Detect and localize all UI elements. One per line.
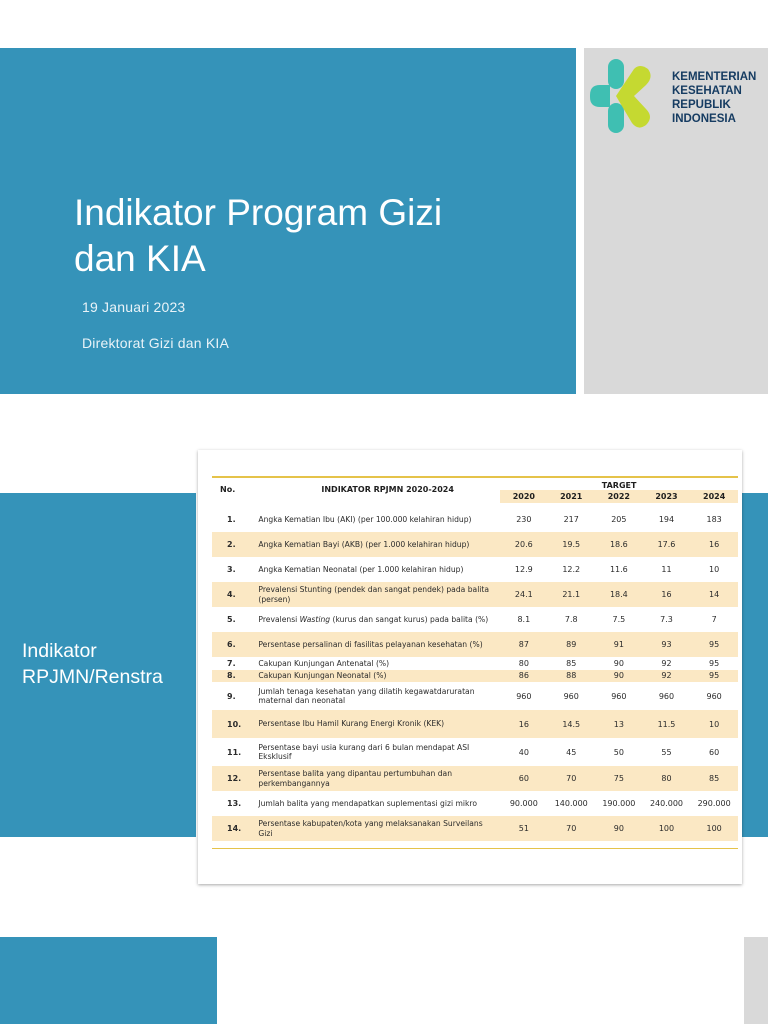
row-indicator: Persentase balita yang dipantau pertumbuhan dan perkembangannya [258, 766, 500, 791]
row-value: 194 [658, 515, 675, 524]
row-value: 960 [563, 691, 579, 701]
row-value: 190.000 [602, 799, 636, 808]
table-row [212, 582, 738, 607]
row-value: 80 [643, 766, 691, 791]
row-number: 2. [212, 532, 258, 557]
row-value: 90 [613, 658, 624, 668]
row-indicator [258, 607, 500, 632]
row-indicator: Angka Kematian Neonatal (per 1.000 kelahiran hidup) [258, 564, 464, 574]
ministry-name [672, 70, 768, 126]
row-value: 11 [661, 565, 672, 574]
row-value: 11.5 [643, 710, 691, 738]
row-value: 92 [661, 658, 672, 668]
row-indicator: Persentase bayi usia kurang dari 6 bulan mendapat ASI Eksklusif [258, 742, 470, 761]
row-value: 960 [611, 691, 627, 701]
row-value: 90.000 [509, 799, 538, 808]
row-number: 7. [227, 658, 236, 668]
row-value: 8.1 [517, 615, 531, 624]
row-value: 50 [613, 747, 624, 757]
header-year: 2022 [595, 490, 643, 503]
row-value: 7.5 [612, 615, 626, 624]
next-slide-panel [0, 937, 217, 1024]
row-indicator: Persentase Ibu Hamil Kurang Energi Kronik (KEK) [258, 710, 500, 738]
row-number: 6. [212, 632, 258, 657]
row-value: 40 [518, 747, 529, 757]
row-value: 290.000 [697, 799, 731, 808]
row-value: 24.1 [500, 582, 547, 607]
row-number: 5. [227, 615, 236, 624]
table-row [212, 710, 738, 738]
row-number: 13. [227, 799, 242, 808]
row-value: 960 [658, 691, 675, 701]
row-value: 960 [516, 691, 532, 701]
row-value: 7.8 [564, 615, 578, 624]
row-value: 88 [547, 670, 595, 683]
row-value: 85 [690, 766, 738, 791]
row-value: 70 [547, 816, 595, 841]
row-value: 183 [706, 515, 722, 524]
row-value: 90 [595, 816, 643, 841]
row-number: 1. [227, 515, 236, 524]
ministry-name-line4: INDONESIA [672, 113, 736, 125]
table-row [212, 507, 738, 532]
row-value: 20.6 [500, 532, 547, 557]
section-title-line1: Indikator [22, 640, 97, 662]
row-value: 12.9 [514, 565, 533, 574]
row-number: 11. [227, 747, 242, 757]
indicator-table [212, 476, 738, 841]
ministry-name-line2: KESEHATAN [672, 85, 742, 97]
slide-title [74, 190, 554, 282]
section-slide-right-strip [742, 493, 768, 837]
row-indicator: Jumlah balita yang mendapatkan suplementasi gizi mikro [258, 798, 478, 808]
row-value: 18.6 [595, 532, 643, 557]
ministry-name-line3: REPUBLIK [672, 99, 731, 111]
section-title [22, 638, 198, 690]
table-row [212, 766, 738, 791]
header-no: No. [220, 485, 236, 494]
row-number: 10. [212, 710, 258, 738]
slide-title-line1: Indikator Program Gizi [74, 192, 443, 233]
row-value: 45 [566, 747, 577, 757]
ministry-name-line1: KEMENTERIAN [672, 71, 757, 83]
row-value: 70 [547, 766, 595, 791]
row-number: 4. [212, 582, 258, 607]
slide-title-line2: dan KIA [74, 238, 206, 279]
header-year: 2023 [643, 490, 691, 503]
row-indicator: Jumlah tenaga kesehatan yang dilatih kegawatdaruratan maternal dan neonatal [258, 686, 475, 705]
row-value: 240.000 [649, 799, 684, 808]
table-row [212, 657, 738, 670]
row-value: 60 [709, 747, 720, 757]
row-value: 89 [547, 632, 595, 657]
row-value: 7 [711, 615, 717, 624]
row-value: 100 [690, 816, 738, 841]
row-value: 95 [690, 670, 738, 683]
section-title-line2: RPJMN/Renstra [22, 666, 163, 688]
row-indicator: Prevalensi Stunting (pendek dan sangat pendek) pada balita (persen) [258, 582, 500, 607]
row-indicator-pre: Prevalensi [258, 614, 300, 624]
header-year: 2024 [690, 490, 738, 503]
table-row [212, 791, 738, 816]
row-value: 13 [595, 710, 643, 738]
indicator-table-image [198, 450, 742, 884]
row-value: 75 [595, 766, 643, 791]
row-value: 11.6 [609, 565, 628, 574]
row-value: 87 [500, 632, 547, 657]
row-indicator: Cakupan Kunjungan Antenatal (%) [258, 658, 390, 668]
header-year: 2021 [547, 490, 595, 503]
row-number: 9. [227, 691, 236, 701]
row-value: 18.4 [595, 582, 643, 607]
row-value: 86 [500, 670, 547, 683]
row-indicator-emphasis: Wasting [299, 614, 331, 624]
row-value: 21.1 [547, 582, 595, 607]
table-row [212, 557, 738, 582]
table-row [212, 738, 738, 766]
row-value: 14.5 [547, 710, 595, 738]
row-value: 92 [643, 670, 691, 683]
row-value: 90 [595, 670, 643, 683]
row-value: 205 [611, 515, 627, 524]
row-value: 230 [516, 515, 532, 524]
ministry-logo [588, 55, 768, 145]
row-value: 95 [690, 632, 738, 657]
row-value: 12.2 [562, 565, 581, 574]
row-indicator: Angka Kematian Bayi (AKB) (per 1.000 kelahiran hidup) [258, 532, 500, 557]
table-row [212, 607, 738, 632]
table-row [212, 632, 738, 657]
next-slide-side-panel [744, 937, 768, 1024]
row-indicator-post: (kurus dan sangat kurus) pada balita (%) [330, 614, 489, 624]
row-value: 16 [500, 710, 547, 738]
row-number: 14. [212, 816, 258, 841]
row-number: 12. [212, 766, 258, 791]
row-value: 14 [690, 582, 738, 607]
ministry-emblem-icon [588, 55, 672, 145]
row-value: 51 [500, 816, 547, 841]
row-indicator: Persentase persalinan di fasilitas pelayanan kesehatan (%) [258, 632, 500, 657]
row-value: 91 [595, 632, 643, 657]
row-value: 17.6 [643, 532, 691, 557]
row-value: 7.3 [660, 615, 673, 624]
row-value: 16 [690, 532, 738, 557]
table-row [212, 532, 738, 557]
row-value: 55 [661, 747, 672, 757]
row-indicator: Angka Kematian Ibu (AKI) (per 100.000 kelahiran hidup) [258, 514, 472, 524]
row-value: 60 [500, 766, 547, 791]
row-value: 85 [566, 658, 577, 668]
row-value: 93 [643, 632, 691, 657]
row-value: 95 [709, 658, 720, 668]
row-indicator: Persentase kabupaten/kota yang melaksanakan Surveilans Gizi [258, 816, 500, 841]
slide-organizer: Direktorat Gizi dan KIA [82, 335, 229, 351]
row-value: 10 [709, 565, 720, 574]
header-target: TARGET [601, 481, 637, 490]
row-value: 960 [706, 691, 722, 701]
table-bottom-rule [212, 848, 738, 849]
row-number: 8. [212, 670, 258, 683]
header-indicator: INDIKATOR RPJMN 2020-2024 [321, 485, 454, 494]
row-value: 100 [643, 816, 691, 841]
row-number: 3. [227, 565, 236, 574]
table-row [212, 816, 738, 841]
header-year: 2020 [500, 490, 547, 503]
slide-date: 19 Januari 2023 [82, 299, 186, 315]
row-indicator: Cakupan Kunjungan Neonatal (%) [258, 670, 500, 683]
row-value: 10 [690, 710, 738, 738]
row-value: 19.5 [547, 532, 595, 557]
row-value: 217 [563, 515, 579, 524]
table-row [212, 670, 738, 683]
row-value: 140.000 [554, 799, 588, 808]
table-row [212, 682, 738, 710]
row-value: 80 [518, 658, 529, 668]
row-value: 16 [643, 582, 691, 607]
